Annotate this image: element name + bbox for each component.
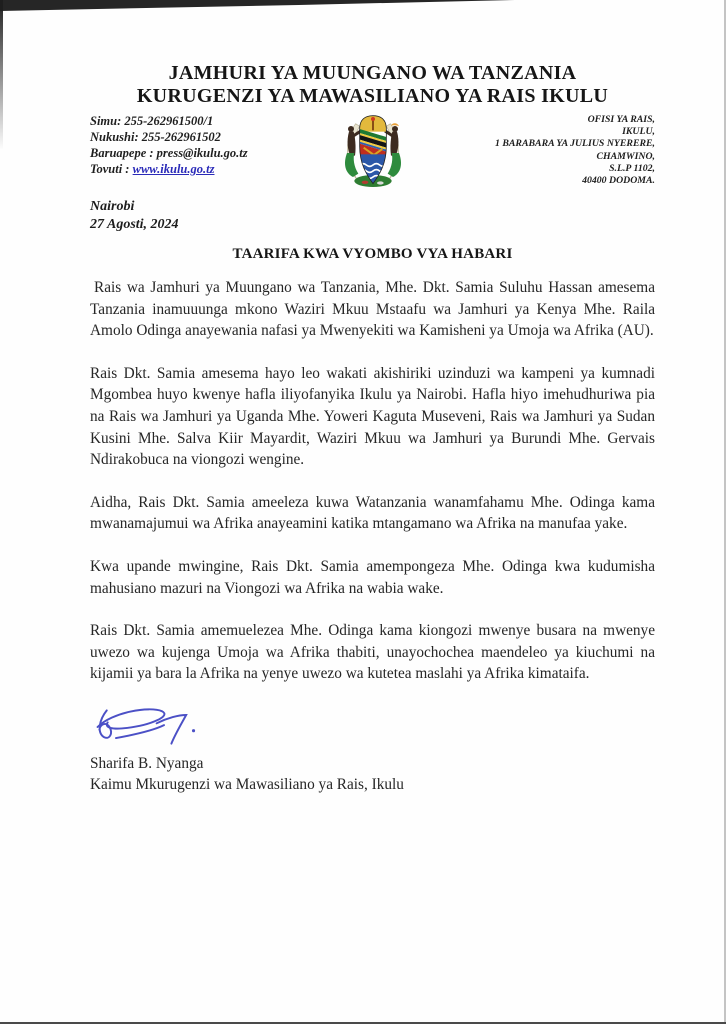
- address-line: CHAMWINO,: [596, 150, 655, 162]
- website-line: [90, 161, 328, 177]
- address-line: OFISI YA RAIS,: [587, 114, 655, 125]
- paragraph: Kwa upande mwingine, Rais Dkt. Samia amempongeza Mhe. Odinga kwa kudumisha mahusiano mazuri na Viongozi wa Afrika na wabia wake.: [90, 557, 655, 597]
- place-line: Nairobi: [90, 199, 135, 214]
- address-block: [417, 111, 655, 187]
- address-line: 1 BARABARA YA JULIUS NYERERE,: [495, 138, 655, 150]
- signature-block: [90, 703, 655, 795]
- letter-content: [90, 0, 655, 795]
- address-line: IKULU,: [622, 126, 655, 138]
- date-line: 27 Agosti, 2024: [90, 216, 179, 232]
- website-link[interactable]: www.ikulu.go.tz: [132, 162, 215, 176]
- letterhead-titles: [90, 62, 655, 108]
- tanzania-coat-of-arms-icon: [333, 109, 413, 197]
- signatory-title: Kaimu Mkurugenzi wa Mawasiliano ya Rais, Ikulu: [90, 775, 404, 793]
- contact-block: [90, 111, 328, 177]
- place-date-block: [90, 198, 655, 233]
- emblem-wrap: [328, 109, 417, 197]
- phone-line: Simu: 255-262961500/1: [90, 114, 214, 128]
- email-line: Baruapepe : press@ikulu.go.tz: [90, 146, 248, 160]
- signatory-name: Sharifa B. Nyanga: [90, 754, 204, 772]
- paragraph: Rais Dkt. Samia amemuelezea Mhe. Odinga kama kiongozi mwenye busara na mwenye uwezo wa kujenga Umoja wa Afrika thabiti, unayochochea maendeleo ya kiuchumi na kijamii ya bara la Afrika na yenye uwezo wa kutetea maslahi ya Afrika kimataifa.: [90, 622, 655, 683]
- paragraph: Aidha, Rais Dkt. Samia ameeleza kuwa Watanzania wanamfahamu Mhe. Odinga kama mwanamajumui wa Afrika anayeamini katika mtangamano wa Afrika na manufaa yake.: [90, 493, 655, 533]
- handwritten-signature-icon: [92, 703, 212, 751]
- fax-line: Nukushi: 255-262961502: [90, 130, 221, 144]
- country-title: JAMHURI YA MUUNGANO WA TANZANIA: [168, 62, 577, 84]
- photo-edge-left: [0, 0, 3, 150]
- paragraph: Rais wa Jamhuri ya Muungano wa Tanzania, Mhe. Dkt. Samia Suluhu Hassan amesema Tanzania inamuuunga mkono Waziri Mkuu Mstaafu wa Jamhuri ya Kenya Mhe. Raila Amolo Odinga anayewania nafasi ya Mwenyekiti wa Kamisheni ya Umoja wa Afrika (AU).: [90, 279, 655, 340]
- directorate-title: KURUGENZI YA MAWASILIANO YA RAIS IKULU: [136, 85, 609, 107]
- letter-body: [90, 277, 655, 685]
- website-label: Tovuti :: [90, 162, 133, 176]
- letterhead-row: [90, 111, 655, 197]
- address-line: 40400 DODOMA.: [582, 175, 655, 187]
- paragraph: Rais Dkt. Samia amesema hayo leo wakati akishiriki uzinduzi wa kampeni ya kumnadi Mgombea huyo kwenye hafla iliyofanyika Ikulu ya Nairobi. Hafla hiyo imehudhuriwa pia na Rais wa Jamhuri ya Uganda Mhe. Yoweri Kaguta Museveni, Rais wa Jamhuri ya Sudan Kusini Mhe. Salva Kiir Mayardit, Waziri Mkuu wa Jamhuri ya Burundi Mhe. Gervais Ndirakobuca na viongozi wengine.: [90, 364, 655, 469]
- subject-heading: TAARIFA KWA VYOMBO VYA HABARI: [232, 246, 513, 262]
- address-line: S.L.P 1102,: [609, 162, 655, 174]
